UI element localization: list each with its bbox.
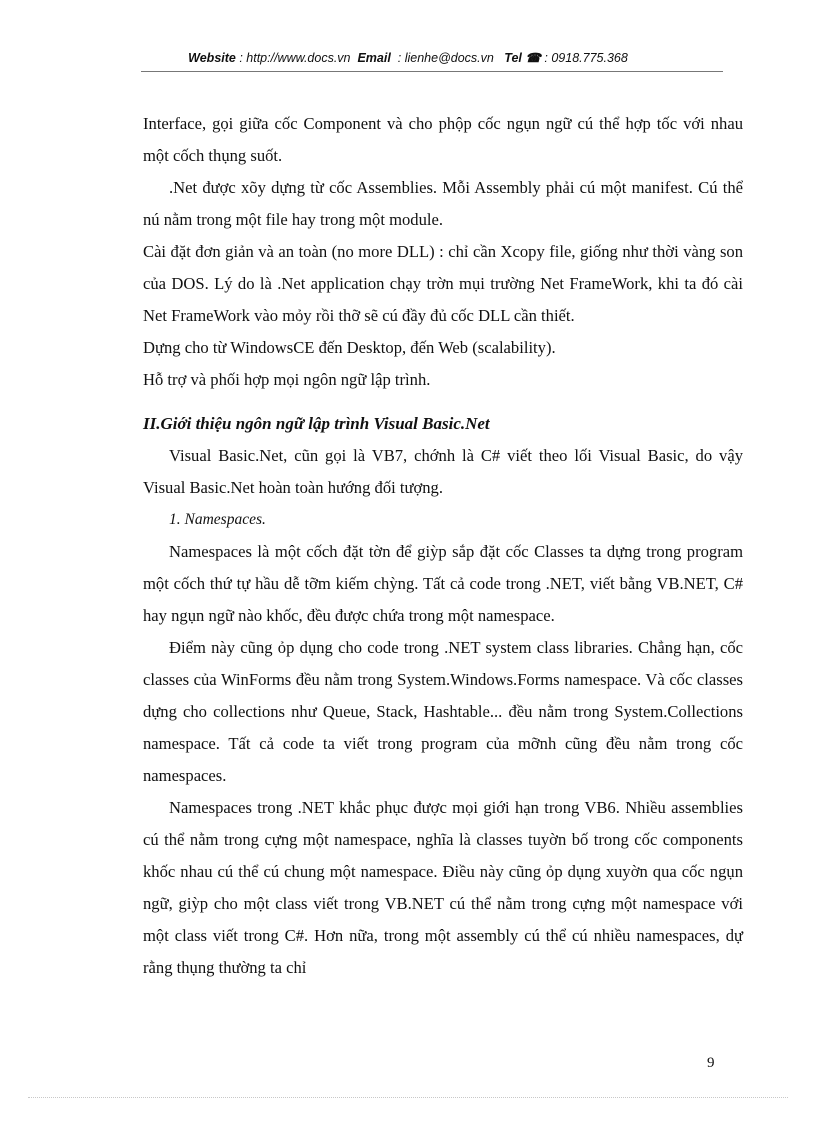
email-value: : lienhe@docs.vn [397, 51, 494, 65]
header-divider [141, 71, 723, 72]
page-header [0, 50, 816, 65]
subheading: 1. Namespaces. [169, 511, 266, 528]
paragraph: Hỗ trợ và phối hợp mọi ngôn ngữ lập trình. [143, 370, 431, 389]
document-body [143, 108, 743, 984]
paragraph: Điểm này cũng ỏp dụng cho code trong .NET system class libraries. Chẳng hạn, cốc classes của WinForms đều nằm trong System.Windows.Forms namespace. Và cốc classes dựng cho collections như Queue, Stack, Hashtable... đều nằm trong System.Collections namespace. Tất cả code ta viết trong program của mỡnh cũng đều nằm trong cốc namespaces. [143, 638, 743, 785]
section-heading: II.Giới thiệu ngôn ngữ lập trình Visual Basic.Net [143, 414, 490, 433]
tel-label: Tel ☎ [504, 51, 541, 65]
website-url: : http://www.docs.vn [239, 51, 351, 65]
paragraph: Cài đặt đơn giản và an toàn (no more DLL) : chỉ cần Xcopy file, giống như thời vàng son của DOS. Lý do là .Net application chạy trờn mụi trường Net FrameWork, khi ta đó cài Net FrameWork vào mỏy rồi thỡ sẽ cú đầy đủ cốc DLL cần thiết. [143, 242, 743, 325]
tel-value: : 0918.775.368 [544, 51, 628, 65]
paragraph: .Net được xõy dựng từ cốc Assemblies. Mỗi Assembly phải cú một manifest. Cú thể nú nằm trong một file hay trong một module. [143, 178, 743, 229]
email-label: Email [357, 51, 391, 65]
paragraph: Namespaces là một cốch đặt tờn để giỳp sắp đặt cốc Classes ta dựng trong program một cốch thứ tự hầu dễ tỡm kiếm chỳng. Tất cả code trong .NET, viết bằng VB.NET, C# hay ngụn ngữ nào khốc, đều được chứa trong một namespace. [143, 542, 743, 625]
paragraph: Namespaces trong .NET khắc phục được mọi giới hạn trong VB6. Nhiều assemblies cú thể nằm trong cựng một namespace, nghĩa là classes tuyờn bố trong cốc components khốc nhau cú thể cú chung một namespace. Điều này cũng ỏp dụng xuyờn qua cốc ngụn ngữ, giỳp cho một class viết trong VB.NET cú thể nằm trong cựng một namespace với một class viết trong C#. Hơn nữa, trong một assembly cú thể cú nhiều namespaces, dự rằng thụng thường ta chỉ [143, 798, 743, 977]
website-label: Website [188, 51, 236, 65]
paragraph: Visual Basic.Net, cũn gọi là VB7, chớnh là C# viết theo lối Visual Basic, do vậy Visual Basic.Net hoàn toàn hướng đối tượng. [143, 446, 743, 497]
page-number: 9 [707, 1055, 715, 1071]
footer-divider [28, 1097, 788, 1098]
paragraph: Interface, gọi giữa cốc Component và cho phộp cốc ngụn ngữ cú thể hợp tốc với nhau một cốch thụng suốt. [143, 114, 743, 165]
paragraph: Dựng cho từ WindowsCE đến Desktop, đến Web (scalability). [143, 338, 556, 357]
